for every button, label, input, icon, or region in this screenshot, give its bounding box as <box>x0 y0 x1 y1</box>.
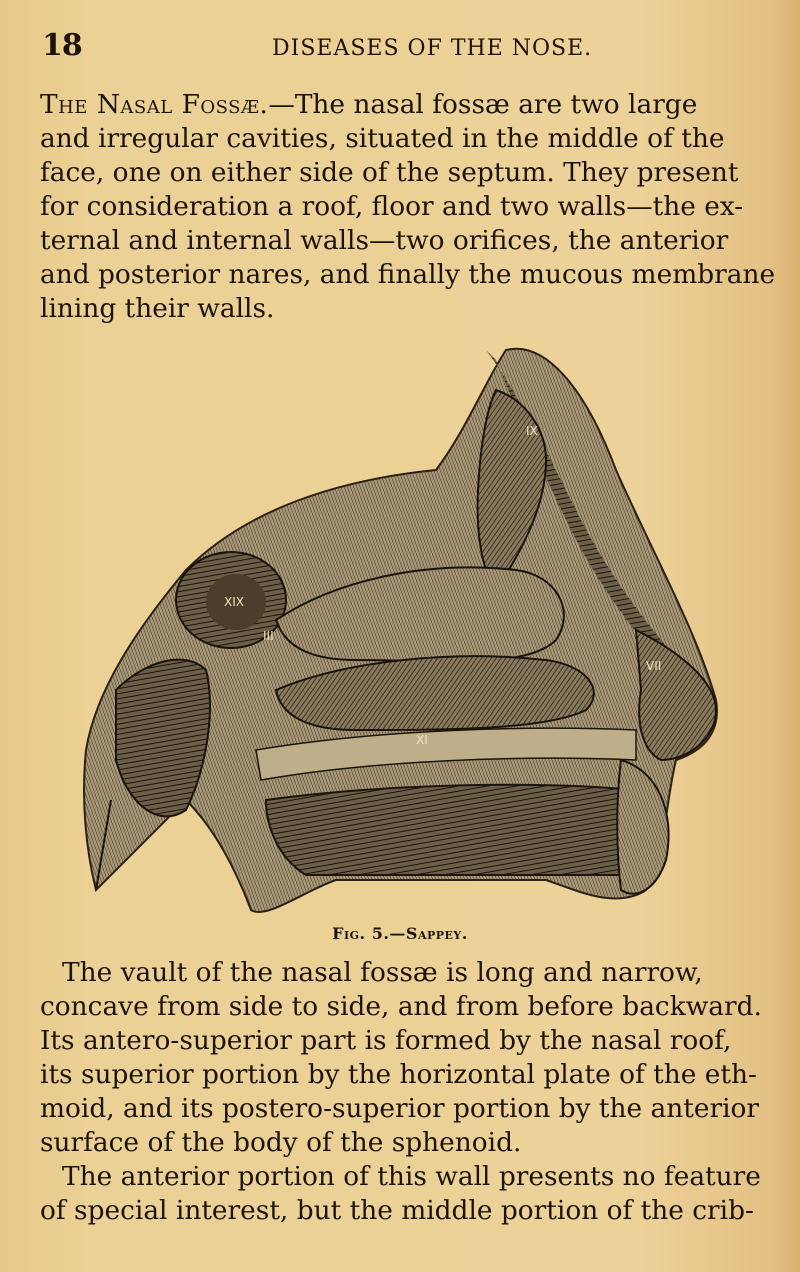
running-title: DISEASES OF THE NOSE. <box>272 36 593 61</box>
anatomical-figure <box>76 330 726 920</box>
paragraph-line: Its antero-superior part is formed by the nasal roof, <box>40 1025 732 1056</box>
section-heading: The Nasal Fossæ. <box>40 89 269 120</box>
paragraph-line: The Nasal Fossæ.—The nasal fossæ are two large <box>40 89 698 120</box>
figure-label-xi: XI <box>416 733 428 747</box>
figure-label-xix: XIX <box>224 595 244 609</box>
paragraph-anterior-portion <box>40 1160 760 1228</box>
paragraph-vault <box>40 956 760 1160</box>
paragraph-line: lining their walls. <box>40 293 275 324</box>
paragraph-line: The vault of the nasal fossæ is long and narrow, <box>62 957 703 988</box>
paragraph-line: concave from side to side, and from before backward. <box>40 991 762 1022</box>
paragraph-line: its superior portion by the horizontal plate of the eth- <box>40 1059 757 1090</box>
page-header <box>42 28 742 68</box>
paragraph-line: face, one on either side of the septum. They present <box>40 157 739 188</box>
paragraph-line: surface of the body of the sphenoid. <box>40 1127 522 1158</box>
paragraph-line: and posterior nares, and finally the mucous membrane <box>40 259 776 290</box>
page-number: 18 <box>42 28 82 63</box>
figure-label-ix: IX <box>526 424 538 438</box>
paragraph-line: The anterior portion of this wall presents no feature <box>62 1161 761 1192</box>
paragraph-line: and irregular cavities, situated in the middle of the <box>40 123 725 154</box>
figure-label-vii: VII <box>646 659 662 673</box>
figure-caption: Fig. 5.—Sappey. <box>332 924 468 943</box>
paragraph-nasal-fossae <box>40 88 776 326</box>
paragraph-line: of special interest, but the middle portion of the crib- <box>40 1195 754 1226</box>
paragraph-line: for consideration a roof, floor and two walls—the ex- <box>40 191 744 222</box>
figure-label-iii: III <box>263 629 274 643</box>
nasal-cavity-illustration <box>76 330 726 920</box>
paragraph-line: moid, and its postero-superior portion by the anterior <box>40 1093 760 1124</box>
paragraph-line: ternal and internal walls—two orifices, the anterior <box>40 225 729 256</box>
